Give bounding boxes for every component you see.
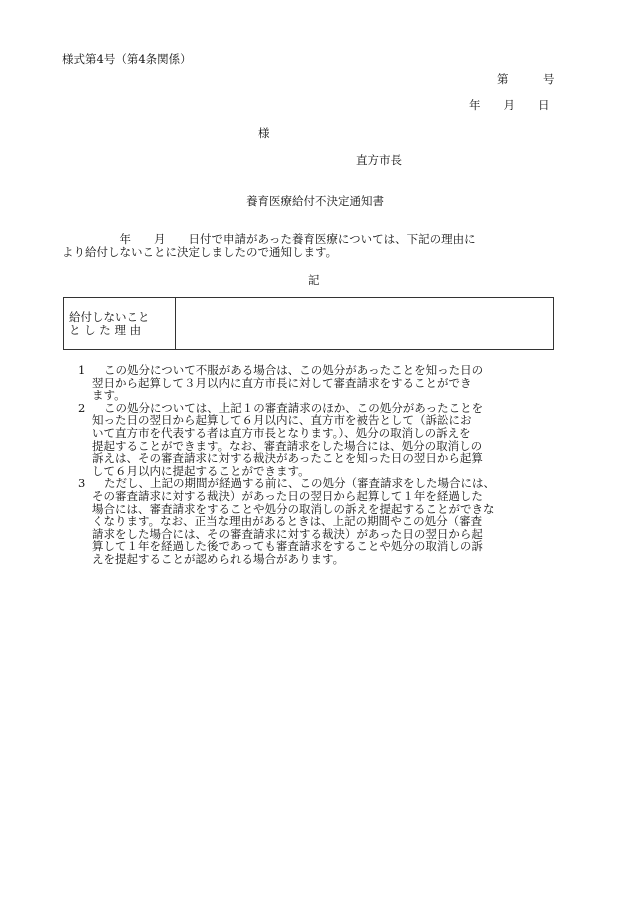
- note-line: 請求をした場合には、その審査請求に対する裁決）があった日の翌日から起: [92, 526, 483, 541]
- note-item: [78, 364, 578, 402]
- note-line: 場合には、審査請求をすることや処分の取消しの訴えを提起することができな: [92, 501, 495, 516]
- reason-value: [176, 298, 553, 349]
- note-number: 1: [78, 363, 86, 377]
- reason-label-line: と し た 理 由: [69, 323, 142, 337]
- note-number: 3: [78, 476, 86, 491]
- note-line: えを提起することが認められる場合があります。: [92, 551, 345, 566]
- note-line: 翌日から起算して３月以内に直方市長に対して審査請求をすることができ: [92, 375, 472, 390]
- intro-line: 年 月 日付で申請があった養育医療については、下記の理由に: [62, 232, 476, 246]
- note-line: この処分については、上記１の審査請求のほか、この処分があったことを: [104, 400, 484, 415]
- note-line: ます。: [92, 388, 126, 403]
- intro-paragraph: [62, 233, 567, 259]
- note-line: いて直方市を代表する者は直方市長となります。）、処分の取消しの訴えを: [92, 425, 471, 440]
- issue-date: 年 月 日: [469, 98, 550, 112]
- note-number: 2: [78, 400, 86, 415]
- note-line: ただし、上記の期間が経過する前に、この処分（審査請求をした場合には、: [104, 476, 495, 491]
- reason-table: [63, 297, 554, 350]
- ki-heading: 記: [308, 273, 320, 287]
- note-line: 算して１年を経過した後であっても審査請求をすることや処分の取消しの訴: [92, 539, 483, 554]
- reason-label: [64, 298, 176, 349]
- note-item: [78, 477, 578, 565]
- document-number: 第 号: [497, 72, 555, 86]
- note-line: して６月以内に提起することができます。: [92, 463, 310, 478]
- note-line: 提起することができます。なお、審査請求をした場合には、処分の取消しの: [92, 438, 483, 453]
- note-line: 知った日の翌日から起算して６月以内に、直方市を被告として（訴訟にお: [92, 413, 472, 428]
- note-line: 訴えは、その審査請求に対する裁決があったことを知った日の翌日から起算: [92, 451, 483, 466]
- recipient-name: 様: [258, 126, 270, 140]
- note-line: その審査請求に対する裁決）があった日の翌日から起算して１年を経過した: [92, 488, 483, 503]
- form-number: 様式第4号（第4条関係）: [62, 52, 192, 66]
- reason-label-line: 給付しないこと: [69, 310, 150, 324]
- issuer-name: 直方市長: [356, 153, 402, 167]
- notes-list: [78, 364, 578, 566]
- note-line: この処分について不服がある場合は、この処分があったことを知った日の: [104, 363, 484, 377]
- note-item: [78, 402, 578, 478]
- note-line: くなります。なお、正当な理由があるときは、上記の期間やこの処分（審査: [92, 514, 483, 529]
- document-title: 養育医療給付不決定通知書: [246, 194, 384, 208]
- intro-line: より給付しないことに決定しましたので通知します。: [62, 245, 338, 259]
